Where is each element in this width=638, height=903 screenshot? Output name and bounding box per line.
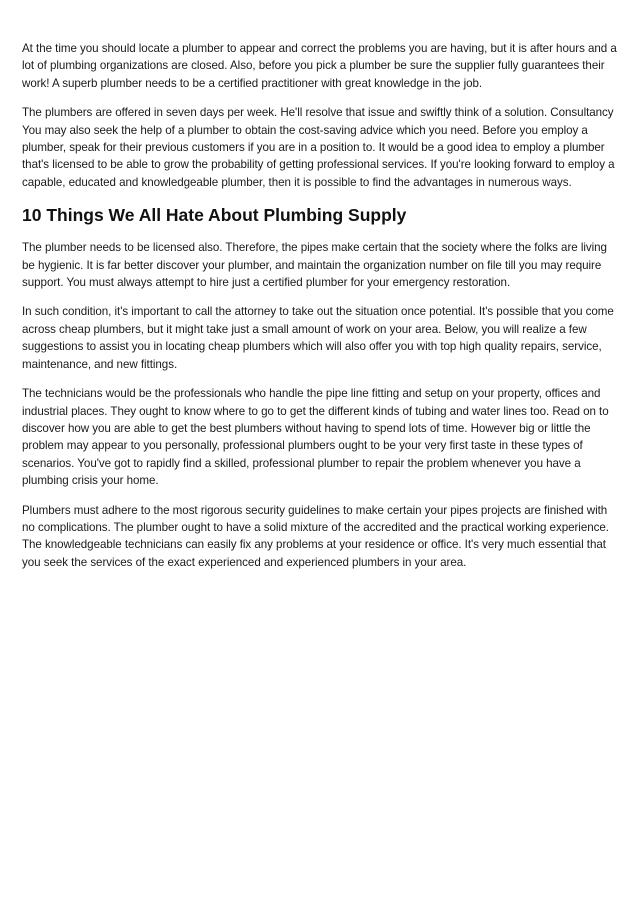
paragraph-main-1: The plumber needs to be licensed also. Therefore, the pipes make certain that the society where the folks are living be hygienic. It is far better discover your plumber, and maintain the organization number on file till you may require support. You must always attempt to hire just a certified plumber for your emergency restoration.: [22, 241, 607, 290]
paragraph-intro-2: The plumbers are offered in seven days per week. He'll resolve that issue and swiftly think of a solution. Consultancy You may also seek the help of a plumber to obtain the cost-saving advice which you need. Before you employ a plumber, speak for their previous customers if you are in a position to. It would be a good idea to employ a plumber that's licensed to be able to grow the probability of getting professional services. If you're looking forward to employ a capable, educated and knowledgeable plumber, then it is possible to find the advantages in numerous ways.: [22, 106, 615, 189]
paragraph-main-4: Plumbers must adhere to the most rigorous security guidelines to make certain your pipes projects are finished with no complications. The plumber ought to have a solid mixture of the accredited and the practical working experience. The knowledgeable technicians can easily fix any problems at your residence or office. It's very much essential that you seek the services of the exact experienced and experienced plumbers in your area.: [22, 503, 609, 569]
paragraph-intro-1: At the time you should locate a plumber to appear and correct the problems you are having, but it is after hours and a lot of plumbing organizations are closed. Also, before you pick a plumber be sure the supplier fully guarantees their work! A superb plumber needs to be a certified practitioner with great knowledge in the job.: [22, 42, 617, 90]
document-page: [22, 40, 618, 583]
section-heading: 10 Things We All Hate About Plumbing Supply: [22, 205, 407, 226]
paragraph-main-2: In such condition, it's important to call the attorney to take out the situation once potential. It's possible that you come across cheap plumbers, but it might take just a small amount of work on your area. Below, you will realize a few suggestions to assist you in locating cheap plumbers which will also offer you with top high quality repairs, service, maintenance, and new fittings.: [22, 305, 614, 371]
paragraph-main-3: The technicians would be the professionals who handle the pipe line fitting and setup on your property, offices and industrial places. They ought to know where to go to get the different kinds of tubing and water lines too. Read on to discover how you are able to get the best plumbers without having to spend lots of time. However big or little the problem may appear to you personally, professional plumbers ought to be your very first taste in these types of scenarios. You've got to rapidly find a skilled, professional plumber to repair the problem whenever you have a plumbing crisis your home.: [22, 387, 609, 488]
